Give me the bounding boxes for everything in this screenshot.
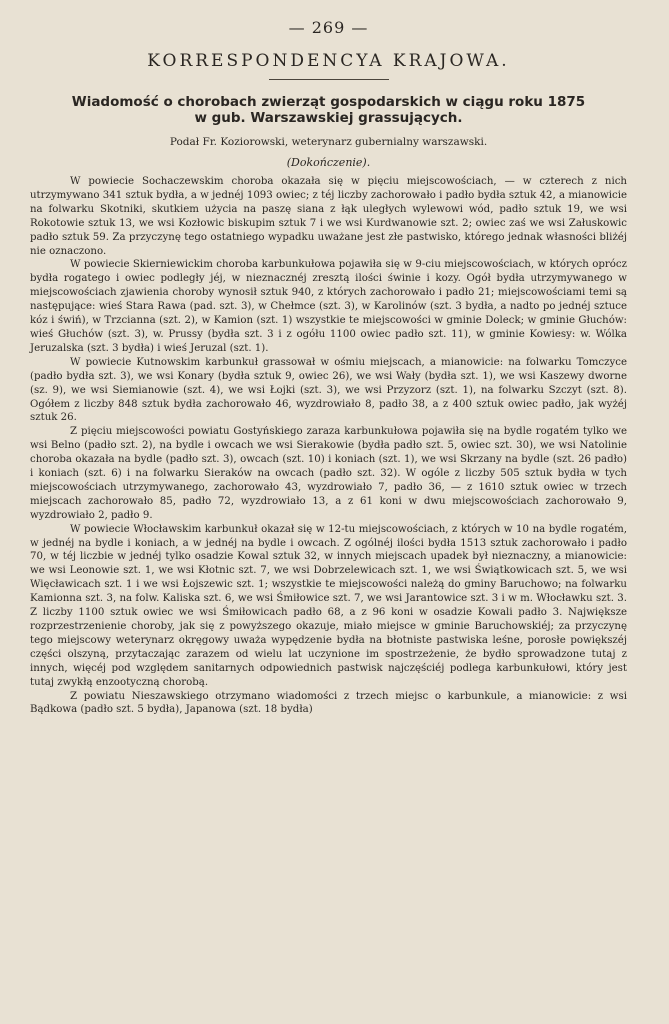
article-title <box>30 94 627 126</box>
continuation-note: (Dokończenie). <box>286 156 371 169</box>
divider <box>269 79 389 80</box>
article-title-line-2: w gub. Warszawskiej grassujących. <box>194 110 463 126</box>
paragraph: Z powiatu Nieszawskiego otrzymano wiadomości z trzech miejsc o karbunkule, a mianowicie: z wsi Bądkowa (padło szt. 5 bydła), Japanowa (szt. 18 bydła) <box>30 690 627 716</box>
page-number: — 269 — <box>288 18 369 37</box>
article-body <box>30 175 627 717</box>
paragraph: Z pięciu miejscowości powiatu Gostyńskiego zaraza karbunkułowa pojawiła się na bydle rogatém tylko we wsi Belno (padło szt. 2), na bydle i owcach we wsi Sierakowie (bydła padło szt. 5, owiec szt. 30), we wsi Natolinie choroba okazała na bydle (padło szt. 3), owcach (szt. 10) i koniach (szt. 1), we wsi Skrzany na bydle (szt. 26 padło) i koniach (szt. 6) i na folwarku Sieraków na owcach (padło szt. 32). W ogóle z liczby 505 sztuk bydła w tych miejscowościach utrzymywanego, zachorowało 43, wyzdrowiało 7, padło 36, — z 1610 sztuk owiec w trzech miejscach zachorowało 85, padło 72, wyzdrowiało 13, a z 61 koni w dwu miejscowościach zachorowało 9, wyzdrowiało 2, padło 9. <box>30 426 627 521</box>
paragraph: W powiecie Sochaczewskim choroba okazała się w pięciu miejscowościach, — w czterech z nich utrzymywano 341 sztuk bydła, a w jednéj 1093 owiec; z téj liczby zachorowało i padło bydła sztuk 42, a mianowicie na folwarku Skotniki, skutkiem użycia na paszę siana z łąk uległych wylewowi wód, padło sztuk 19, we wsi Rokotowie sztuk 13, we wsi Kozłowic biskupim sztuk 7 i we wsi Kurdwanowie szt. 2; owiec zaś we wsi Załuskowic padło sztuk 59. Za przyczynę tego ostatniego wypadku uważane jest złe pastwisko, którego jednak własności bliżéj nie oznaczono. <box>30 176 627 257</box>
author-line: Podał Fr. Koziorowski, weterynarz gubernialny warszawski. <box>169 136 488 148</box>
paragraph: W powiecie Skierniewickim choroba karbunkułowa pojawiła się w 9-ciu miejscowościach, w których oprócz bydła rogatego i owiec podległy jéj, w nieznacznéj zresztą ilości świnie i kozy. Ogół bydła utrzymywanego w miejscowościach zjawienia choroby wynosił sztuk 940, z których zachorowało i padło 21; miejscowościami temi są następujące: wieś Stara Rawa (pad. szt. 3), w Chełmce (szt. 3), w Karolinów (szt. 3 bydła, a nadto po jednéj sztuce kóz i świń), w Trzcianna (szt. 2), w Kamion (szt. 1) wszystkie te miejscowości w gminie Doleck; w gminie Głuchów: wieś Głuchów (szt. 3), w. Prussy (bydła szt. 3 i z ogółu 1100 owiec padło szt. 11), w gminie Kowiesy: w. Wólka Jeruzalska (szt. 3 bydła) i wieś Jeruzal (szt. 1). <box>30 259 627 354</box>
article-title-line-1: Wiadomość o chorobach zwierząt gospodarskich w ciągu roku 1875 <box>71 94 586 110</box>
section-title: KORRESPONDENCYA KRAJOWA. <box>147 51 510 71</box>
paragraph: W powiecie Włocławskim karbunkuł okazał się w 12-tu miejscowościach, z których w 10 na bydle rogatém, w jednéj na bydle i koniach, a w jednéj na bydle i owcach. Z ogólnéj ilości bydła 1513 sztuk zachorowało i padło 70, w téj liczbie w jednéj tylko osadzie Kowal sztuk 32, w innych miejscach upadek był nieznaczny, a mianowicie: we wsi Leonowie szt. 1, we wsi Kłotnic szt. 7, we wsi Dobrzelewicach szt. 1, we wsi Świątkowicach szt. 5, we wsi Więcławicach szt. 1 i we wsi Łojszewic szt. 1; wszystkie te miejscowości należą do gminy Baruchowo; na folwarku Kamionna szt. 3, na folw. Kaliska szt. 6, we wsi Śmiłowice szt. 7, we wsi Jarantowice szt. 3 i w m. Włocławku szt. 3. Z liczby 1100 sztuk owiec we wsi Śmiłowicach padło 68, a z 96 koni w osadzie Kowali padło 3. Największe rozprzestrzenienie choroby, jak się z powyższego okazuje, miało miejsce w gminie Baruchowskiéj; za przyczynę tego miejscowy weterynarz okręgowy uważa wypędzenie bydła na błotniste pastwiska leśne, porosłe powiększéj części olszyną, przytaczając zarazem od wielu lat uczynione im spostrzeżenie, że bydło sprowadzone tutaj z innych, więcéj pod względem sanitarnych odpowiednich pastwisk najczęściéj podlega karbunkułowi, który jest tutaj zwykłą enzootyczną chorobą. <box>30 523 627 688</box>
paragraph: W powiecie Kutnowskim karbunkuł grassował w ośmiu miejscach, a mianowicie: na folwarku Tomczyce (padło bydła szt. 3), we wsi Konary (bydła sztuk 9, owiec 26), we wsi Wały (bydła szt. 1), we wsi Kaszewy dworne (sz. 9), we wsi Siemianowie (szt. 4), we wsi Łojki (szt. 3), we wsi Przyzorz (szt. 1), na folwarku Szczyt (szt. 8). Ogółem z liczby 848 sztuk bydła zachorowało 46, wyzdrowiało 8, padło 38, a z 400 sztuk owiec padło, jak wyżéj sztuk 26. <box>30 356 627 424</box>
